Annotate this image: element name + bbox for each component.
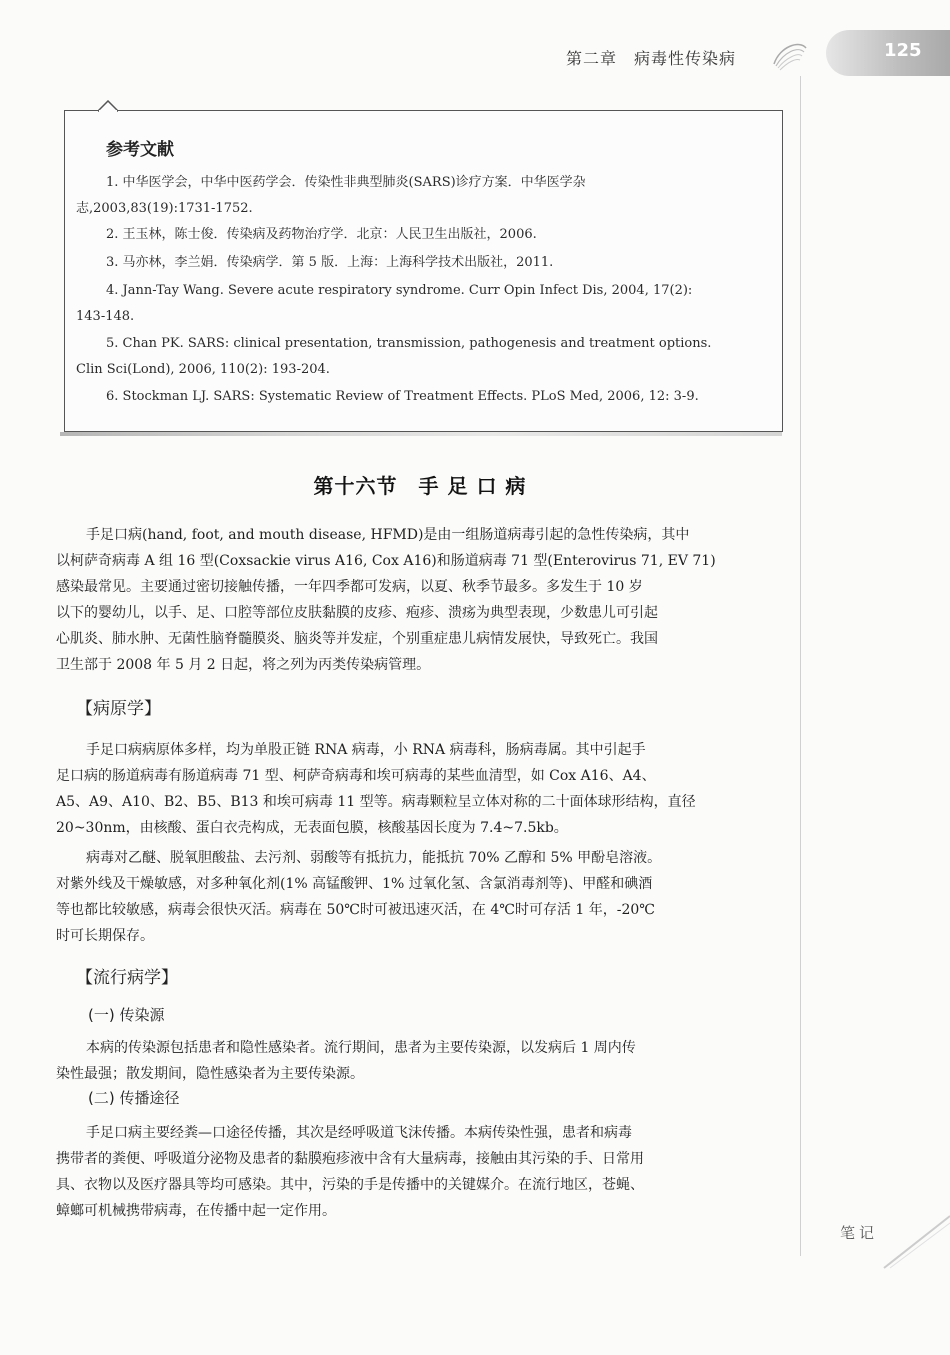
text-line: 等也都比较敏感，病毒会很快灭活。病毒在 50℃时可被迅速灭活，在 4℃时可存活 1 年，-20℃ [56, 902, 655, 918]
source-paragraph [56, 1035, 780, 1087]
etiology-paragraph-2 [56, 845, 780, 949]
text-line: 感染最常见。主要通过密切接触传播，一年四季都可发病，以夏、秋季节最多。多发生于 10 岁 [56, 579, 643, 595]
intro-paragraph [56, 522, 780, 678]
text-line: 以柯萨奇病毒 A 组 16 型(Coxsackie virus A16, Cox A16)和肠道病毒 71 型(Enterovirus 71, EV 71) [56, 553, 716, 569]
chapter-header: 第二章 病毒性传染病 [566, 49, 737, 68]
subheading-source: (一) 传染源 [88, 1006, 165, 1024]
reference-line: 2. 王玉林，陈士俊．传染病及药物治疗学．北京：人民卫生出版社，2006. [106, 227, 537, 242]
text-line: 蟑螂可机械携带病毒，在传播中起一定作用。 [56, 1203, 336, 1219]
swirl-icon [770, 38, 810, 72]
text-line: 手足口病病原体多样，均为单股正链 RNA 病毒，小 RNA 病毒科，肠病毒属。其中引起手 [86, 742, 646, 758]
reference-line: 1. 中华医学会，中华中医药学会．传染性非典型肺炎(SARS)诊疗方案．中华医学杂 [106, 175, 586, 190]
section-title: 第十六节 手 足 口 病 [313, 474, 527, 498]
reference-item [76, 278, 762, 330]
text-line: 心肌炎、肺水肿、无菌性脑脊髓膜炎、脑炎等并发症，个别重症患儿病情发展快，导致死亡。我国 [56, 631, 658, 647]
etiology-heading: 【病原学】 [76, 699, 161, 719]
margin-divider [800, 76, 801, 1256]
text-line: 卫生部于 2008 年 5 月 2 日起，将之列为丙类传染病管理。 [56, 657, 431, 673]
text-line: 以下的婴幼儿，以手、足、口腔等部位皮肤黏膜的皮疹、疱疹、溃疡为典型表现，少数患儿可引起 [56, 605, 658, 621]
page-number: 125 [884, 40, 922, 61]
box-shadow [60, 432, 782, 436]
reference-line: 3. 马亦林，李兰娟．传染病学．第 5 版．上海：上海科学技术出版社，2011. [106, 255, 554, 270]
text-line: 手足口病(hand, foot, and mouth disease, HFMD)是由一组肠道病毒引起的急性传染病，其中 [86, 527, 690, 543]
text-line: 足口病的肠道病毒有肠道病毒 71 型、柯萨奇病毒和埃可病毒的某些血清型，如 Cox A16、A4、 [56, 768, 656, 784]
reference-line: 5. Chan PK. SARS: clinical presentation, transmission, pathogenesis and treatment options. [106, 336, 712, 351]
box-notch-icon [98, 100, 118, 120]
transmission-paragraph [56, 1120, 780, 1224]
text-line: A5、A9、A10、B2、B5、B13 和埃可病毒 11 型等。病毒颗粒呈立体对称的二十面体球形结构，直径 [56, 794, 696, 810]
reference-item [76, 384, 762, 410]
reference-item [76, 222, 762, 248]
reference-item [76, 250, 762, 276]
text-line: 20~30nm，由核酸、蛋白衣壳构成，无表面包膜，核酸基因长度为 7.4~7.5kb。 [56, 820, 568, 836]
text-line: 具、衣物以及医疗器具等均可感染。其中，污染的手是传播中的关键媒介。在流行地区，苍蝇、 [56, 1177, 644, 1193]
text-line: 时可长期保存。 [56, 928, 154, 944]
text-line: 手足口病主要经粪—口途径传播，其次是经呼吸道飞沫传播。本病传染性强，患者和病毒 [86, 1125, 632, 1141]
reference-item [76, 170, 762, 222]
pen-stroke-icon [880, 1210, 950, 1270]
text-line: 本病的传染源包括患者和隐性感染者。流行期间，患者为主要传染源，以发病后 1 周内传 [86, 1040, 636, 1056]
margin-notes-label: 笔记 [840, 1224, 879, 1242]
reference-line: Clin Sci(Lond), 2006, 110(2): 193-204. [76, 362, 330, 377]
reference-line: 6. Stockman LJ. SARS: Systematic Review of Treatment Effects. PLoS Med, 2006, 12: 3-9. [106, 389, 699, 404]
reference-line: 4. Jann-Tay Wang. Severe acute respiratory syndrome. Curr Opin Infect Dis, 2004, 17(2): [106, 283, 693, 298]
text-line: 携带者的粪便、呼吸道分泌物及患者的黏膜疱疹液中含有大量病毒，接触由其污染的手、日常用 [56, 1151, 644, 1167]
reference-line: 志,2003,83(19):1731-1752. [76, 201, 253, 216]
text-line: 对紫外线及干燥敏感，对多种氧化剂(1% 高锰酸钾、1% 过氧化氢、含氯消毒剂等)、甲醛和碘酒 [56, 876, 653, 892]
reference-line: 143-148. [76, 309, 135, 324]
reference-item [76, 331, 762, 383]
text-line: 病毒对乙醚、脱氧胆酸盐、去污剂、弱酸等有抵抗力，能抵抗 70% 乙醇和 5% 甲酚皂溶液。 [86, 850, 662, 866]
etiology-paragraph-1 [56, 737, 780, 841]
epidemiology-heading: 【流行病学】 [76, 968, 178, 988]
references-title: 参考文献 [106, 140, 174, 160]
subheading-transmission: (二) 传播途径 [88, 1089, 180, 1107]
text-line: 染性最强；散发期间，隐性感染者为主要传染源。 [56, 1066, 364, 1082]
